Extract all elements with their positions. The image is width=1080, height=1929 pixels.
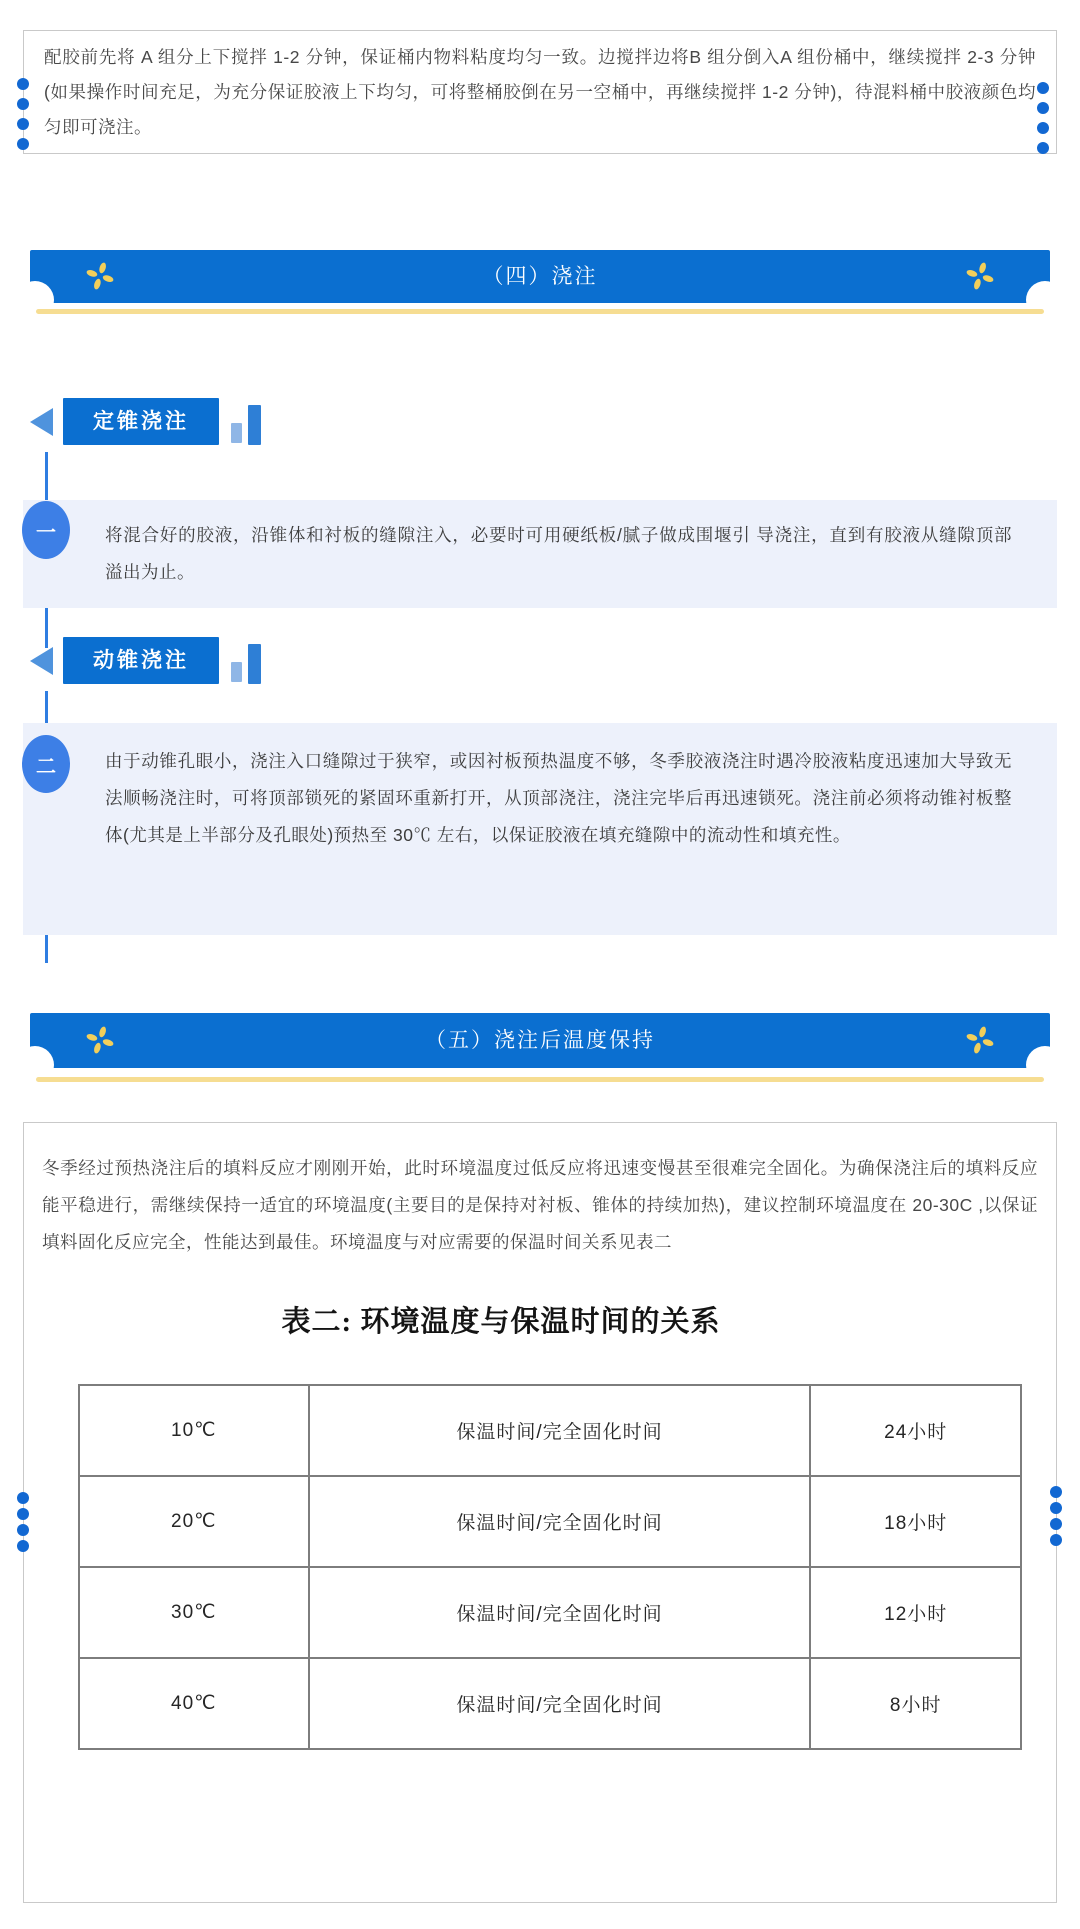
dots-decoration-icon	[17, 78, 29, 158]
moving-cone-label-text: 动锥浇注	[63, 637, 219, 684]
fixed-cone-label-text: 定锥浇注	[63, 398, 219, 445]
table-title: 表二: 环境温度与保温时间的关系	[281, 1306, 721, 1338]
bar-chart-icon	[231, 423, 242, 443]
duration-cell: 8小时	[810, 1658, 1021, 1749]
sparkle-icon	[85, 261, 115, 291]
temp-cell: 30℃	[79, 1567, 309, 1658]
mixing-note-text: 配胶前先将 A 组分上下搅拌 1-2 分钟，保证桶内物料粘度均匀一致。边搅拌边将B 组分倒入A 组份桶中，继续搅拌 2-3 分钟(如果操作时间充足，为充分保证胶液上下均匀，可将整桶胶倒在另一空桶中，再继续搅拌 1-2 分钟)，待混料桶中胶液颜色均匀即可浇注。	[44, 47, 1036, 137]
label-cell: 保温时间/完全固化时间	[309, 1567, 811, 1658]
temp-cell: 10℃	[79, 1385, 309, 1476]
dots-decoration-icon	[1050, 1486, 1062, 1550]
step-one-box	[23, 500, 1057, 608]
table-row	[79, 1385, 1021, 1476]
table-row	[79, 1567, 1021, 1658]
bar-chart-icon	[248, 644, 261, 684]
section-five-title: （五）浇注后温度保持	[425, 1029, 655, 1052]
table-row	[79, 1476, 1021, 1567]
step-one-number-badge	[22, 501, 70, 559]
temperature-keeping-box	[23, 1122, 1057, 1903]
label-cell: 保温时间/完全固化时间	[309, 1476, 811, 1567]
step-two-box	[23, 723, 1057, 935]
step-one-number: 一	[36, 521, 56, 544]
moving-cone-label	[30, 637, 290, 685]
banner-underline	[36, 309, 1044, 314]
step-two-number-badge	[22, 735, 70, 793]
section-four-banner	[30, 250, 1050, 303]
duration-cell: 24小时	[810, 1385, 1021, 1476]
left-triangle-icon	[30, 408, 53, 436]
step-two-text: 由于动锥孔眼小，浇注入口缝隙过于狭窄，或因衬板预热温度不够，冬季胶液浇注时遇冷胶液粘度迅速加大导致无法顺畅浇注时，可将顶部锁死的紧固环重新打开，从顶部浇注，浇注完毕后再迅速锁死。浇注前必须将动锥衬板整体(尤其是上半部分及孔眼处)预热至 30℃ 左右，以保证胶液在填充缝隙中的流动性和填充性。	[105, 751, 1012, 845]
sparkle-icon	[965, 1025, 995, 1055]
dots-decoration-icon	[1037, 82, 1049, 162]
duration-cell: 18小时	[810, 1476, 1021, 1567]
section-five-banner	[30, 1013, 1050, 1068]
dots-decoration-icon	[17, 1492, 29, 1556]
temp-cell: 20℃	[79, 1476, 309, 1567]
bar-chart-icon	[231, 662, 242, 682]
left-triangle-icon	[30, 647, 53, 675]
label-cell: 保温时间/完全固化时间	[309, 1385, 811, 1476]
table-row	[79, 1658, 1021, 1749]
temperature-keeping-text: 冬季经过预热浇注后的填料反应才刚刚开始，此时环境温度过低反应将迅速变慢甚至很难完全固化。为确保浇注后的填料反应能平稳进行，需继续保持一适宜的环境温度(主要目的是保持对衬板、锥体的持续加热)，建议控制环境温度在 20-30C ,以保证 填料固化反应完全，性能达到最佳。环境温度与对应需要的保温时间关系见表二	[42, 1158, 1038, 1252]
step-one-text: 将混合好的胶液，沿锥体和衬板的缝隙注入，必要时可用硬纸板/腻子做成围堰引 导浇注，直到有胶液从缝隙顶部溢出为止。	[105, 525, 1012, 582]
temp-cell: 40℃	[79, 1658, 309, 1749]
banner-underline	[36, 1077, 1044, 1082]
label-cell: 保温时间/完全固化时间	[309, 1658, 811, 1749]
bar-chart-icon	[248, 405, 261, 445]
cure-time-table	[78, 1384, 1022, 1750]
step-two-number: 二	[36, 755, 56, 778]
sparkle-icon	[965, 261, 995, 291]
section-four-title: （四）浇注	[482, 265, 598, 288]
fixed-cone-label	[30, 398, 290, 446]
sparkle-icon	[85, 1025, 115, 1055]
duration-cell: 12小时	[810, 1567, 1021, 1658]
mixing-note-box	[23, 30, 1057, 154]
